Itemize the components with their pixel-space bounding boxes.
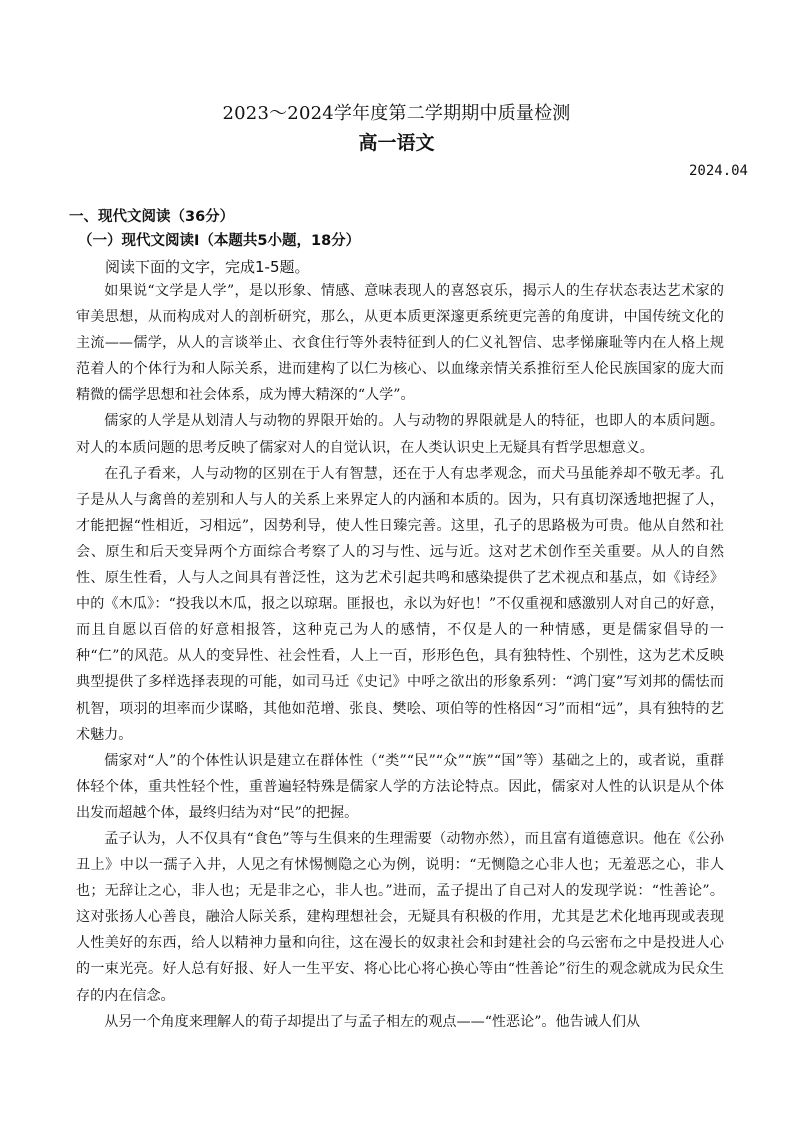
subsection-heading: （一）现代文阅读Ⅰ（本题共5小题，18分） bbox=[78, 233, 361, 249]
passage-paragraph-4: 儒家对“人”的个体性认识是建立在群体性（“类”“民”“众”“族”“国”等）基础之上的，或者说，重群体轻个体，重共性轻个性，重普遍轻特殊是儒家人学的方法论特点。因此，儒家对人性的认识是从个体出发而超越个体，最终归结为对“民”的把握。 bbox=[76, 752, 724, 821]
passage-paragraph-6: 从另一个角度来理解人的荀子却提出了与孟子相左的观点——“性恶论”。他告诫人们从 bbox=[104, 1013, 641, 1030]
passage-paragraph-3: 在孔子看来，人与动物的区别在于人有智慧，还在于人有忠孝观念，而犬马虽能养却不敬无孝。孔子是从人与禽兽的差别和人与人的关系上来界定人的内涵和本质的。因为，只有真切深透地把握了人，才能把握“性相近，习相远”，因势利导，使人性日臻完善。这里，孔子的思路极为可贵。他从自然和社会、原生和后天变异两个方面综合考察了人的习与性、远与近。这对艺术创作至关重要。从人的自然性、原生性看，人与人之间具有普泛性，这为艺术引起共鸣和感染提供了艺术视点和基点，如《诗经》中的《木瓜》：“投我以木瓜，报之以琼琚。匪报也，永以为好也！”不仅重视和感激别人对自己的好意，而且自愿以百倍的好意相报答，这种克己为人的感情，不仅是人的一种情感，更是儒家倡导的一种“仁”的风范。从人的变异性、社会性看，人上一百，形形色色，具有独特性、个别性，这为艺术反映典型提供了多样选择表现的可能，如司马迁《史记》中呼之欲出的形象系列：“鸿门宴”写刘邦的儒怯而机智，项羽的坦率而少谋略，其他如范增、张良、樊哙、项伯等的性格因“习”而相“远”，具有独特的艺术魅力。 bbox=[76, 465, 724, 743]
exam-title: 2023～2024学年度第二学期期中质量检测 bbox=[222, 103, 571, 124]
passage-paragraph-1: 如果说“文学是人学”，是以形象、情感、意味表现人的喜怒哀乐，揭示人的生存状态表达艺术家的审美思想，从而构成对人的剖析研究，那么，从更本质更深邃更系统更完善的角度讲，中国传统文化的主流——儒学，从人的言谈举止、衣食住行等外表特征到人的仁义礼智信、忠孝悌廉耻等内在人格上规范着人的个体行为和人际关系，进而建构了以仁为核心、以血缘亲情关系推衍至人伦民族国家的庞大而精微的儒学思想和社会体系，成为博大精深的“人学”。 bbox=[76, 283, 724, 404]
exam-date: 2024.04 bbox=[688, 163, 748, 179]
passage-paragraph-2: 儒家的人学是从划清人与动物的界限开始的。人与动物的界限就是人的特征，也即人的本质问题。对人的本质问题的思考反映了儒家对人的自觉认识，在人类认识史上无疑具有哲学思想意义。 bbox=[76, 413, 724, 456]
reading-instruction: 阅读下面的文字，完成1-5题。 bbox=[105, 258, 310, 276]
exam-subject: 高一语文 bbox=[358, 132, 435, 154]
reading-passage bbox=[76, 278, 724, 1035]
passage-paragraph-5: 孟子认为，人不仅具有“食色”等与生俱来的生理需要（动物亦然），而且富有道德意识。他在《公孙丑上》中以一孺子入井，人见之有怵惕恻隐之心为例，说明：“无恻隐之心非人也；无羞恶之心，非人也；无辞让之心，非人也；无是非之心，非人也。”进而，孟子提出了自己对人的发现学说：“性善论”。这对张扬人心善良，融洽人际关系，建构理想社会，无疑具有积极的作用，尤其是艺术化地再现或表现人性美好的东西，给人以精神力量和向往，这在漫长的奴隶社会和封建社会的乌云密布之中是投进人心的一束光亮。好人总有好报、好人一生平安、将心比心将心换心等由“性善论”衍生的观念就成为民众生存的内在信念。 bbox=[76, 830, 724, 1004]
section-heading: 一、现代文阅读（36分） bbox=[69, 209, 235, 225]
